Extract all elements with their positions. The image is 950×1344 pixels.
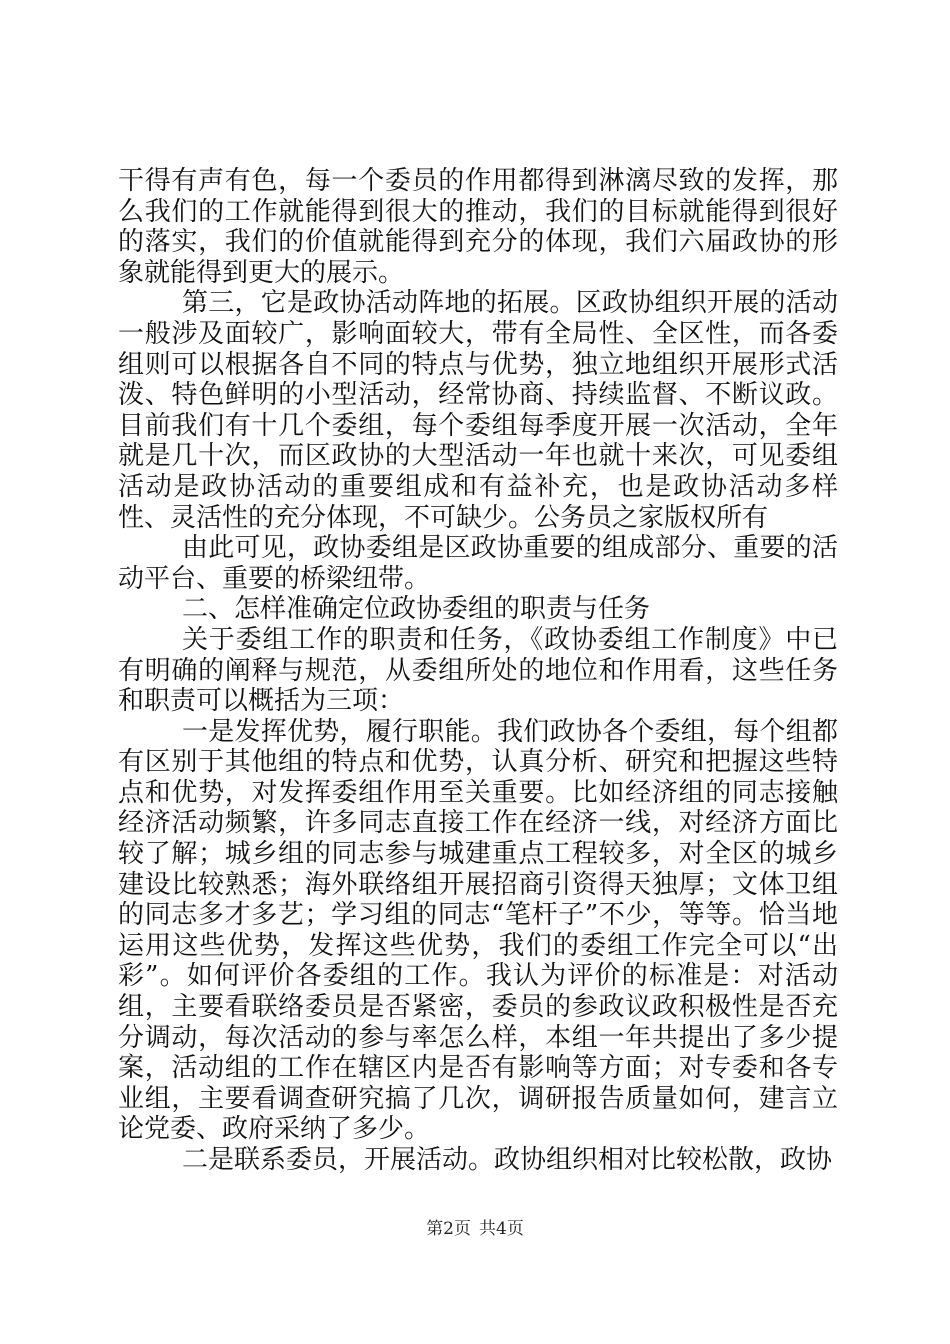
document-body [118,166,838,1176]
page-number: 第2页 [426,1219,471,1239]
paragraph-duties-intro: 关于委组工作的职责和任务，《政协委组工作制度》中已有明确的阐释与规范，从委组所处的地位和作用看，这些任务和职责可以概括为三项： [118,624,838,717]
section-heading-two: 二、怎样准确定位政协委组的职责与任务 [182,594,651,625]
page-total: 共4页 [479,1219,524,1239]
page-footer [0,1214,950,1239]
paragraph-duty-two: 二是联系委员，开展活动。政协组织相对比较松散，政协 [182,1145,833,1175]
paragraph-third-point: 第三，它是政协活动阵地的拓展。区政协组织开展的活动一般涉及面较广，影响面较大，带有全局性、全区性，而各委组则可以根据各自不同的特点与优势，独立地组织开展形式活泼、特色鲜明的小型活动，经常协商、持续监督、不断议政。目前我们有十几个委组，每个委组每季度开展一次活动，全年就是几十次，而区政协的大型活动一年也就十来次，可见委组活动是政协活动的重要组成和有益补充，也是政协活动多样性、灵活性的充分体现，不可缺少。公务员之家版权所有 [118,288,838,533]
paragraph-summary: 由此可见，政协委组是区政协重要的组成部分、重要的活动平台、重要的桥梁纽带。 [118,533,838,594]
paragraph-duty-one: 一是发挥优势，履行职能。我们政协各个委组，每个组都有区别于其他组的特点和优势，认真分析、研究和把握这些特点和优势，对发挥委组作用至关重要。比如经济组的同志接触经济活动频繁，许多同志直接工作在经济一线，对经济方面比较了解；城乡组的同志参与城建重点工程较多，对全区的城乡建设比较熟悉；海外联络组开展招商引资得天独厚；文体卫组的同志多才多艺；学习组的同志“笔杆子”不少，等等。恰当地运用这些优势，发挥这些优势，我们的委组工作完全可以“出彩”。如何评价各委组的工作。我认为评价的标准是：对活动组，主要看联络委员是否紧密，委员的参政议政积极性是否充分调动，每次活动的参与率怎么样，本组一年共提出了多少提案，活动组的工作在辖区内是否有影响等方面；对专委和各专业组，主要看调查研究搞了几次，调研报告质量如何，建言立论党委、政府采纳了多少。 [118,716,838,1145]
paragraph-continuation: 干得有声有色，每一个委员的作用都得到淋漓尽致的发挥，那么我们的工作就能得到很大的推动，我们的目标就能得到很好的落实，我们的价值就能得到充分的体现，我们六届政协的形象就能得到更大的展示。 [118,166,838,288]
